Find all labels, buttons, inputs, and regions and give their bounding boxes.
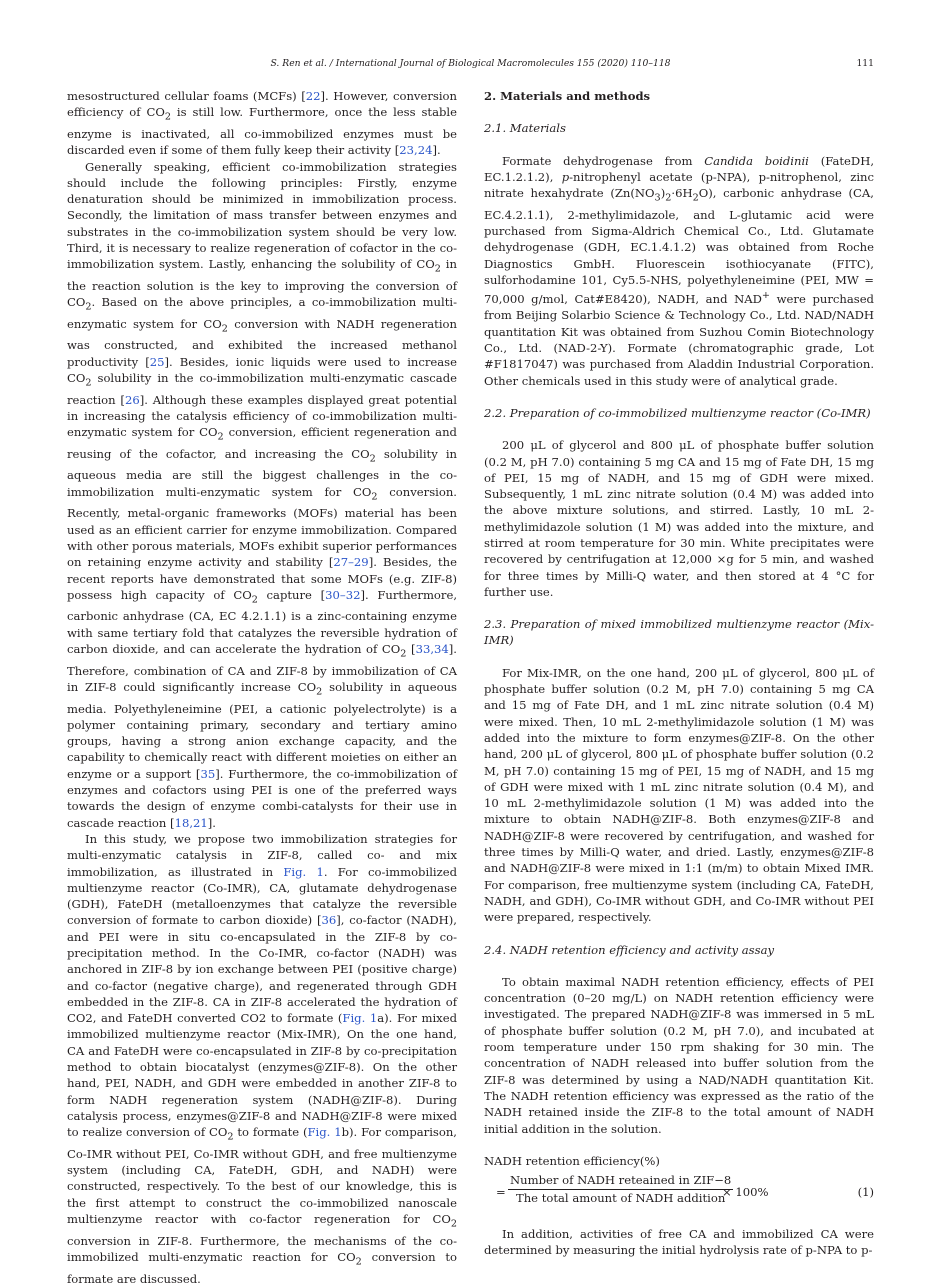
citation-link[interactable]: 25 (149, 354, 165, 369)
left-column (67, 88, 457, 1287)
equation-label: NADH retention efficiency(%) (484, 1153, 660, 1168)
page-number: 111 (856, 58, 874, 69)
citation-link[interactable]: 30–32 (325, 587, 361, 602)
citation-link[interactable]: 26 (124, 392, 140, 407)
citation-link[interactable]: 22 (305, 89, 321, 103)
subsection-heading: 2.4. NADH retention efficiency and activity assay (484, 942, 775, 957)
paragraph: 200 μL of glycerol and 800 μL of phosphate buffer solution (0.2 M, pH 7.0) containing 5 mg CA and 15 mg of Fate DH, 15 mg of PEI, 15 mg of NADH, and 15 mg of GDH were mixed. Subsequently, 1 mL zinc nitrate solution (0.4 M) was added into the above mixture solutions, and stirred. Lastly, 10 mL 2-methylimidazole solution (1 M) was added into the mixture, and stirred at room temperature for 30 min. White precipitates were recovered by centrifugation at 12,000 ×g for 5 min, and washed for three times by Milli-Q water, and then stored at 4 °C for further use. (484, 438, 874, 599)
equation-fraction (508, 1172, 733, 1207)
citation-link[interactable]: 33,34 (415, 642, 449, 657)
subsection-heading: 2.2. Preparation of co-immobilized multienzyme reactor (Co-IMR) (484, 405, 871, 420)
equation-denominator: The total amount of NADH addition (515, 1191, 726, 1206)
citation-link[interactable]: 35 (200, 766, 216, 781)
subsection-heading: 2.3. Preparation of mixed immobilized multienzyme reactor (Mix-IMR) (484, 617, 874, 648)
section-heading: 2. Materials and methods (484, 89, 651, 103)
paragraph: mesostructured cellular foams (MCFs) [22]. However, conversion efficiency of $CO_2$ is still low. Furthermore, once the less stable enzyme is inactivated, all co-immobilized enzymes must be discarded even if some of them fully keep their activity [23,24]. (67, 89, 457, 158)
figure-link[interactable]: Fig. 1 (342, 1011, 378, 1026)
running-title: S. Ren et al. / International Journal of Biological Macromolecules 155 (2020) 110–118 (270, 58, 671, 69)
equation-1 (484, 1153, 874, 1210)
citation-link[interactable]: 23,24 (399, 143, 433, 158)
paragraph: For Mix-IMR, on the one hand, 200 μL of glycerol, 800 μL of phosphate buffer solution (0.2 M, pH 7.0) containing 5 mg CA and 15 mg of Fate DH, and 1 mL zinc nitrate solution (0.4 M) were mixed. Then, 10 mL 2-methylimidazole solution (1 M) was added into the mixture to form enzymes@ZIF-8. On the other hand, 200 μL of glycerol, 800 μL of phosphate buffer solution (0.2 M, pH 7.0) containing 15 mg of PEI, 15 mg of NADH, and 15 mg of GDH were mixed with 1 mL zinc nitrate solution (0.4 M), and 10 mL 2-methylimidazole solution (1 M) was added into the mixture to obtain NADH@ZIF-8. Both enzymes@ZIF-8 and NADH@ZIF-8 were recovered by centrifugation, and washed for three times by Milli-Q water, and dried. Lastly, enzymes@ZIF-8 and NADH@ZIF-8 were mixed in 1:1 (m/m) to obtain Mixed IMR. For comparison, free multienzyme system (including CA, FateDH, NADH, and GDH), Co-IMR without GDH, and Co-IMR without PEI were prepared, respectively. (484, 665, 874, 925)
running-header (67, 58, 874, 72)
citation-link[interactable]: 36 (321, 913, 337, 928)
paragraph: In this study, we propose two immobilization strategies for multi-enzymatic catalysis in ZIF-8, called co- and mix immobilization, as illustrated in Fig. 1. For co-immobilized multienzyme reactor (Co-IMR), CA, glutamate dehydrogenase (GDH), FateDH (metalloenzymes that catalyze the reversible conversion of formate to carbon dioxide) [36], co-factor (NADH), and PEI were in situ co-encapsulated in the ZIF-8 by co-precipitation method. In the Co-IMR, co-factor (NADH) was anchored in ZIF-8 by ion exchange between PEI (positive charge) and co-factor (negative charge), and regenerated through GDH embedded in the ZIF-8. CA in ZIF-8 accelerated the hydration of CO2, and FateDH converted CO2 to formate (Fig. 1a). For mixed immobilized multienzyme reactor (Mix-IMR), On the one hand, CA and FateDH were co-encapsulated in ZIF-8 by co-precipitation method to obtain biocatalyst (enzymes@ZIF-8). On the other hand, PEI, NADH, and GDH were embedded in another ZIF-8 to form NADH regeneration system (NADH@ZIF-8). During catalysis process, enzymes@ZIF-8 and NADH@ZIF-8 were mixed to realize conversion of $CO_2$ to formate (Fig. 1b). For comparison, Co-IMR without PEI, Co-IMR without GDH, and free multienzyme system (including CA, FateDH, GDH, and NADH) were constructed, respectively. To the best of our knowledge, this is the first attempt to construct the co-immobilized nanoscale multienzyme reactor with co-factor regeneration for $CO_2$ conversion in ZIF-8. Furthermore, the mechanisms of the co-immobilized multi-enzymatic reaction for $CO_2$ conversion to formate are discussed. (67, 831, 457, 1286)
paragraph: Generally speaking, efficient co-immobilization strategies should include the following principles: Firstly, enzyme denaturation should be minimized in immobilization process. Secondly, the limitation of mass transfer between enzymes and substrates in the co-immobilization system should be very low. Third, it is necessary to realize regeneration of cofactor in the co-immobilization system. Lastly, enhancing the solubility of $CO_2$ in the reaction solution is the key to improving the conversion of $CO_2$. Based on the above principles, a co-immobilization multi-enzymatic system for $CO_2$ conversion with NADH regeneration was constructed, and exhibited the increased methanol productivity [25]. Besides, ionic liquids were used to increase $CO_2$ solubility in the co-immobilization multi-enzymatic cascade reaction [26]. Although these examples displayed great potential in increasing the catalysis efficiency of co-immobilization multi-enzymatic system for $CO_2$ conversion, efficient regeneration and reusing of the cofactor, and increasing the $CO_2$ solubility in aqueous media are still the biggest challenges in the co-immobilization multi-enzymatic system for $CO_2$ conversion. Recently, metal-organic frameworks (MOFs) material has been used as an efficient carrier for enzyme immobilization. Compared with other porous materials, MOFs exhibit superior performances on retaining enzyme activity and stability [27–29]. Besides, the recent reports have demonstrated that some MOFs (e.g. ZIF-8) possess high capacity of $CO_2$ capture [30–32]. Furthermore, carbonic anhydrase (CA, EC 4.2.1.1) is a zinc-containing enzyme with same tertiary fold that catalyzes the reversible hydration of carbon dioxide, and can accelerate the hydration of $CO_2$ [33,34]. Therefore, combination of CA and ZIF-8 by immobilization of CA in ZIF-8 could significantly increase $CO_2$ solubility in aqueous media. Polyethyleneimine (PEI, a cationic polyelectrolyte) is a polymer containing primary, secondary and tertiary amino groups, having a strong anion exchange capacity, and the capability to chemically react with different moieties on either an enzyme or a support [35]. Furthermore, the co-immobilization of enzymes and cofactors using PEI is one of the preferred ways towards the design of enzyme combi-catalysts for their use in cascade reaction [18,21]. (67, 159, 458, 830)
right-column (484, 88, 874, 1259)
subsection-heading: 2.1. Materials (484, 121, 566, 136)
equation-number: (1) (857, 1185, 874, 1200)
equation-multiplier: × 100% (722, 1185, 769, 1200)
paragraph: To obtain maximal NADH retention efficiency, effects of PEI concentration (0–20 mg/L) on NADH retention efficiency were investigated. The prepared NADH@ZIF-8 was immersed in 5 mL of phosphate buffer solution (0.2 M, pH 7.0), and incubated at room temperature under 150 rpm shaking for 30 min. The concentration of NADH released into buffer solution from the ZIF-8 was determined by using a NAD/NADH quantitation Kit. The NADH retention efficiency was expressed as the ratio of the NADH retained inside the ZIF-8 to the total amount of NADH initial addition in the solution. (484, 974, 874, 1136)
figure-link[interactable]: Fig. 1 (307, 1125, 342, 1140)
citation-link[interactable]: 27–29 (333, 555, 369, 570)
paragraph: Formate dehydrogenase from Candida boidinii (FateDH, EC.1.2.1.2), p-nitrophenyl acetate (p-NPA), p-nitrophenol, zinc nitrate hexahydrate $(Zn(NO_3)_2\cdot 6H_2O)$, carbonic anhydrase (CA, EC.4.2.1.1), 2-methylimidazole, and L-glutamic acid were purchased from Sigma-Aldrich Chemical Co., Ltd. Glutamate dehydrogenase (GDH, EC.1.4.1.2) was obtained from Roche Diagnostics GmbH. Fluorescein isothiocyanate (FITC), sulforhodamine 101, Cy5.5-NHS, polyethyleneimine (PEI, MW = 70,000 g/mol, Cat#E8420), NADH, and NAD+ were purchased from Beijing Solarbio Science & Technology Co., Ltd. NAD/NADH quantitation Kit was obtained from Suzhou Comin Biotechnology Co., Ltd. (NAD-2-Y). Formate (chromatographic grade, Lot #F1817047) was purchased from Aladdin Industrial Corporation. Other chemicals used in this study were of analytical grade. (484, 153, 875, 388)
equation-equals: = (496, 1185, 506, 1200)
citation-link[interactable]: 18,21 (174, 815, 208, 830)
equation-numerator: Number of NADH reteained in ZIF−8 (508, 1172, 733, 1190)
paragraph: In addition, activities of free CA and immobilized CA were determined by measuring the initial hydrolysis rate of p-NPA to p- (484, 1227, 874, 1258)
figure-link[interactable]: Fig. 1 (283, 864, 324, 879)
